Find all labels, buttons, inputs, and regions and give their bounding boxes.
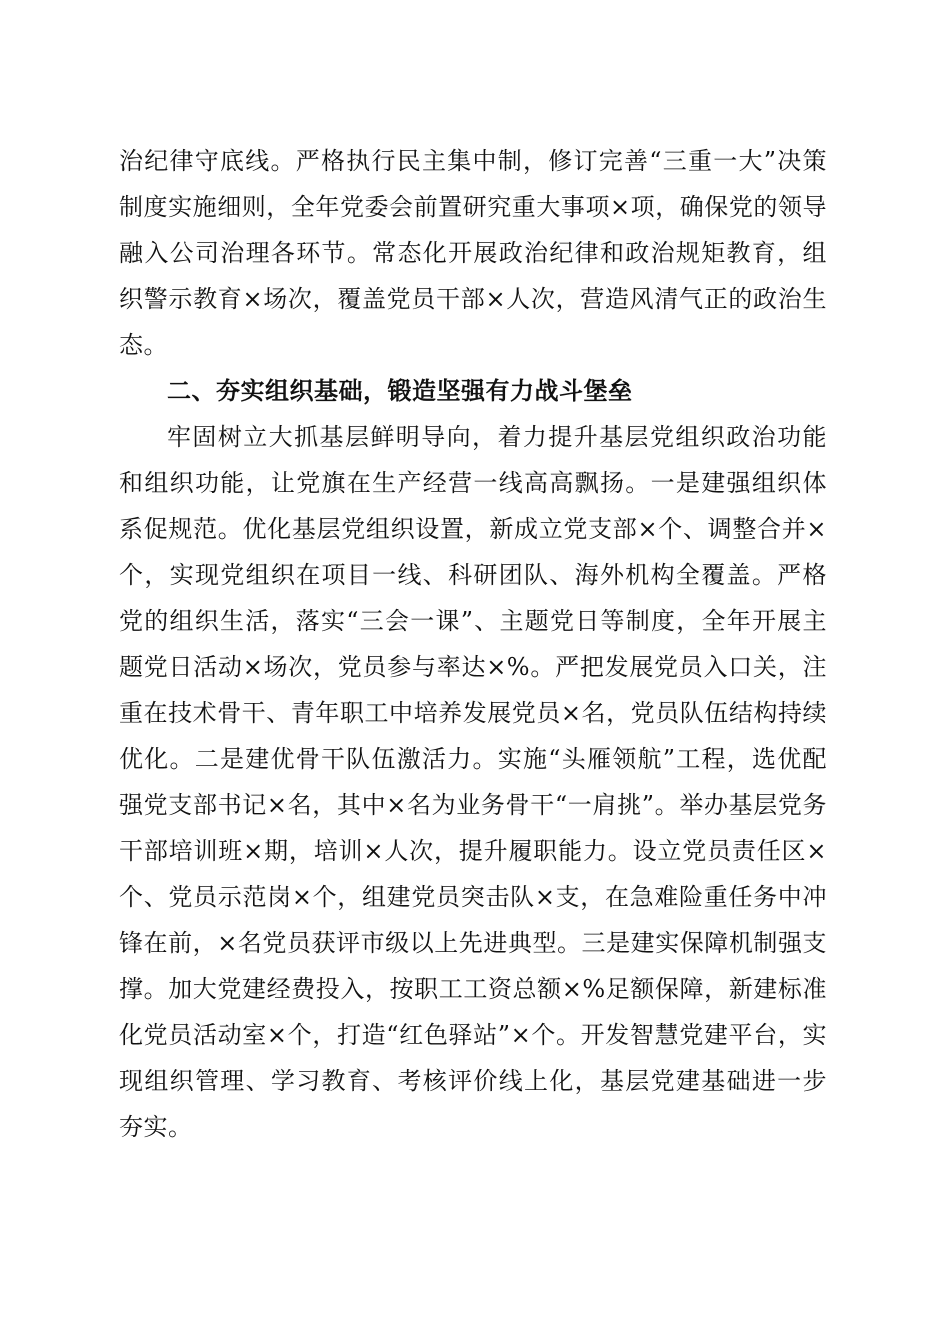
section-heading: 二、夯实组织基础，锻造坚强有力战斗堡垒 bbox=[167, 377, 633, 405]
document-body bbox=[119, 138, 827, 1150]
paragraph-body: 牢固树立大抓基层鲜明导向，着力提升基层党组织政治功能和组织功能，让党旗在生产经营一线高高飘扬。一是建强组织体系促规范。优化基层党组织设置，新成立党支部×个、调整合并×个，实现党组织在项目一线、科研团队、海外机构全覆盖。严格党的组织生活，落实“三会一课”、主题党日等制度，全年开展主题党日活动×场次，党员参与率达×%。严把发展党员入口关，注重在技术骨干、青年职工中培养发展党员×名，党员队伍结构持续优化。二是建优骨干队伍激活力。实施“头雁领航”工程，选优配强党支部书记×名，其中×名为业务骨干“一肩挑”。举办基层党务干部培训班×期，培训×人次，提升履职能力。设立党员责任区×个、党员示范岗×个，组建党员突击队×支，在急难险重任务中冲锋在前，×名党员获评市级以上先进典型。三是建实保障机制强支撑。加大党建经费投入，按职工工资总额×%足额保障，新建标准化党员活动室×个，打造“红色驿站”×个。开发智慧党建平台，实现组织管理、学习教育、考核评价线上化，基层党建基础进一步夯实。 bbox=[119, 423, 827, 1141]
paragraph-continued: 治纪律守底线。严格执行民主集中制，修订完善“三重一大”决策制度实施细则，全年党委会前置研究重大事项×项，确保党的领导融入公司治理各环节。常态化开展政治纪律和政治规矩教育，组织警示教育×场次，覆盖党员干部×人次，营造风清气正的政治生态。 bbox=[119, 147, 827, 359]
